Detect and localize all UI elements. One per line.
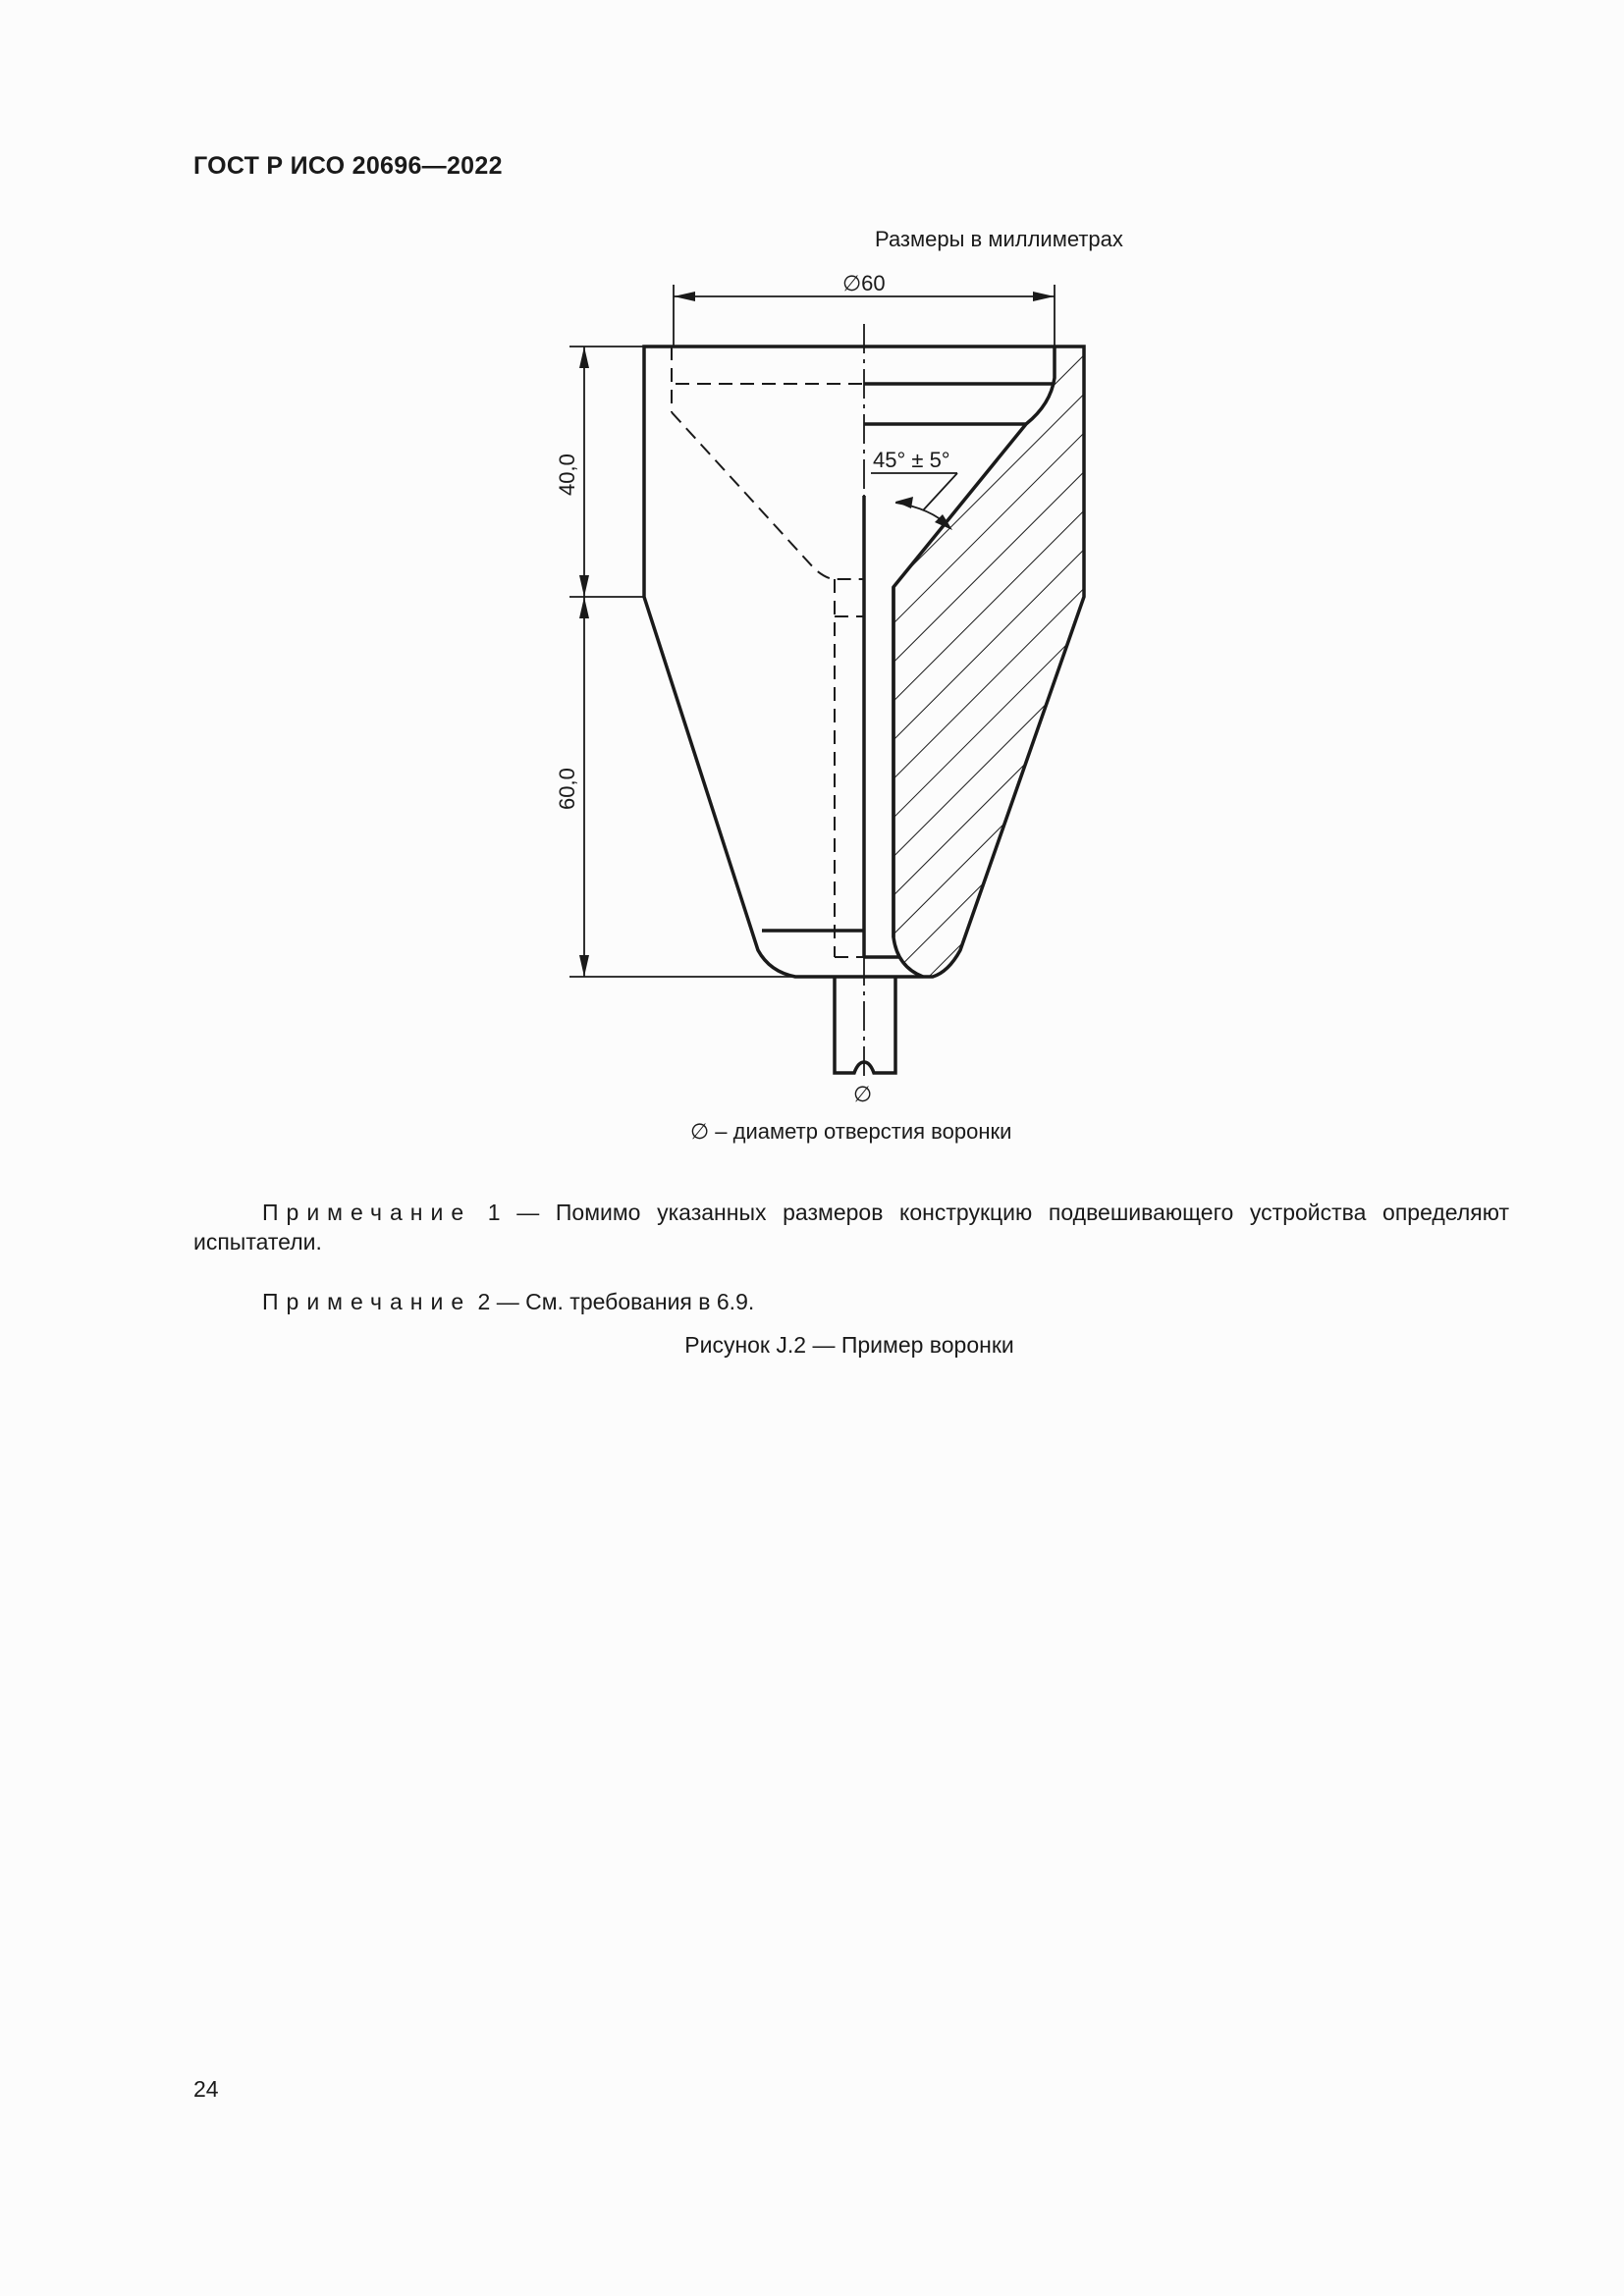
units-note: Размеры в миллиметрах: [875, 227, 1123, 251]
page-number: 24: [193, 2076, 219, 2102]
note-2: [193, 1287, 1509, 1316]
arrow-left: [674, 292, 695, 301]
angle-leader-diagonal: [923, 473, 957, 510]
upper-height-label: 40,0: [555, 454, 579, 496]
angle-label: 45° ± 5°: [873, 448, 950, 472]
note-2-text: 2 — См. требования в 6.9.: [471, 1289, 755, 1314]
hidden-lines: [672, 347, 864, 957]
figure-caption: Рисунок J.2 — Пример воронки: [684, 1332, 1014, 1358]
arrow-right: [1033, 292, 1055, 301]
note-2-label: Примечание: [262, 1289, 472, 1314]
lower-height-label: 60,0: [555, 768, 579, 810]
note-1-label: Примечание: [262, 1200, 472, 1225]
standard-code: ГОСТ Р ИСО 20696—2022: [193, 152, 503, 180]
note-1: [193, 1198, 1509, 1256]
arrow-upper-top: [579, 347, 589, 368]
note-1-text: 1 — Помимо указанных размеров конструкцию подвешивающего устройства определяют испытатели.: [193, 1200, 1509, 1255]
arrow-lower-bottom: [579, 955, 589, 977]
funnel-spout: [835, 977, 895, 1073]
arrow-lower-top: [579, 597, 589, 618]
top-diameter-label: ∅60: [842, 271, 886, 295]
arrow-upper-bottom: [579, 575, 589, 597]
bottom-diameter-symbol: ∅: [853, 1082, 873, 1106]
hatched-section: [893, 347, 1084, 977]
angle-arrow-left: [895, 497, 913, 508]
figure-legend: ∅ – диаметр отверстия воронки: [690, 1119, 1012, 1144]
